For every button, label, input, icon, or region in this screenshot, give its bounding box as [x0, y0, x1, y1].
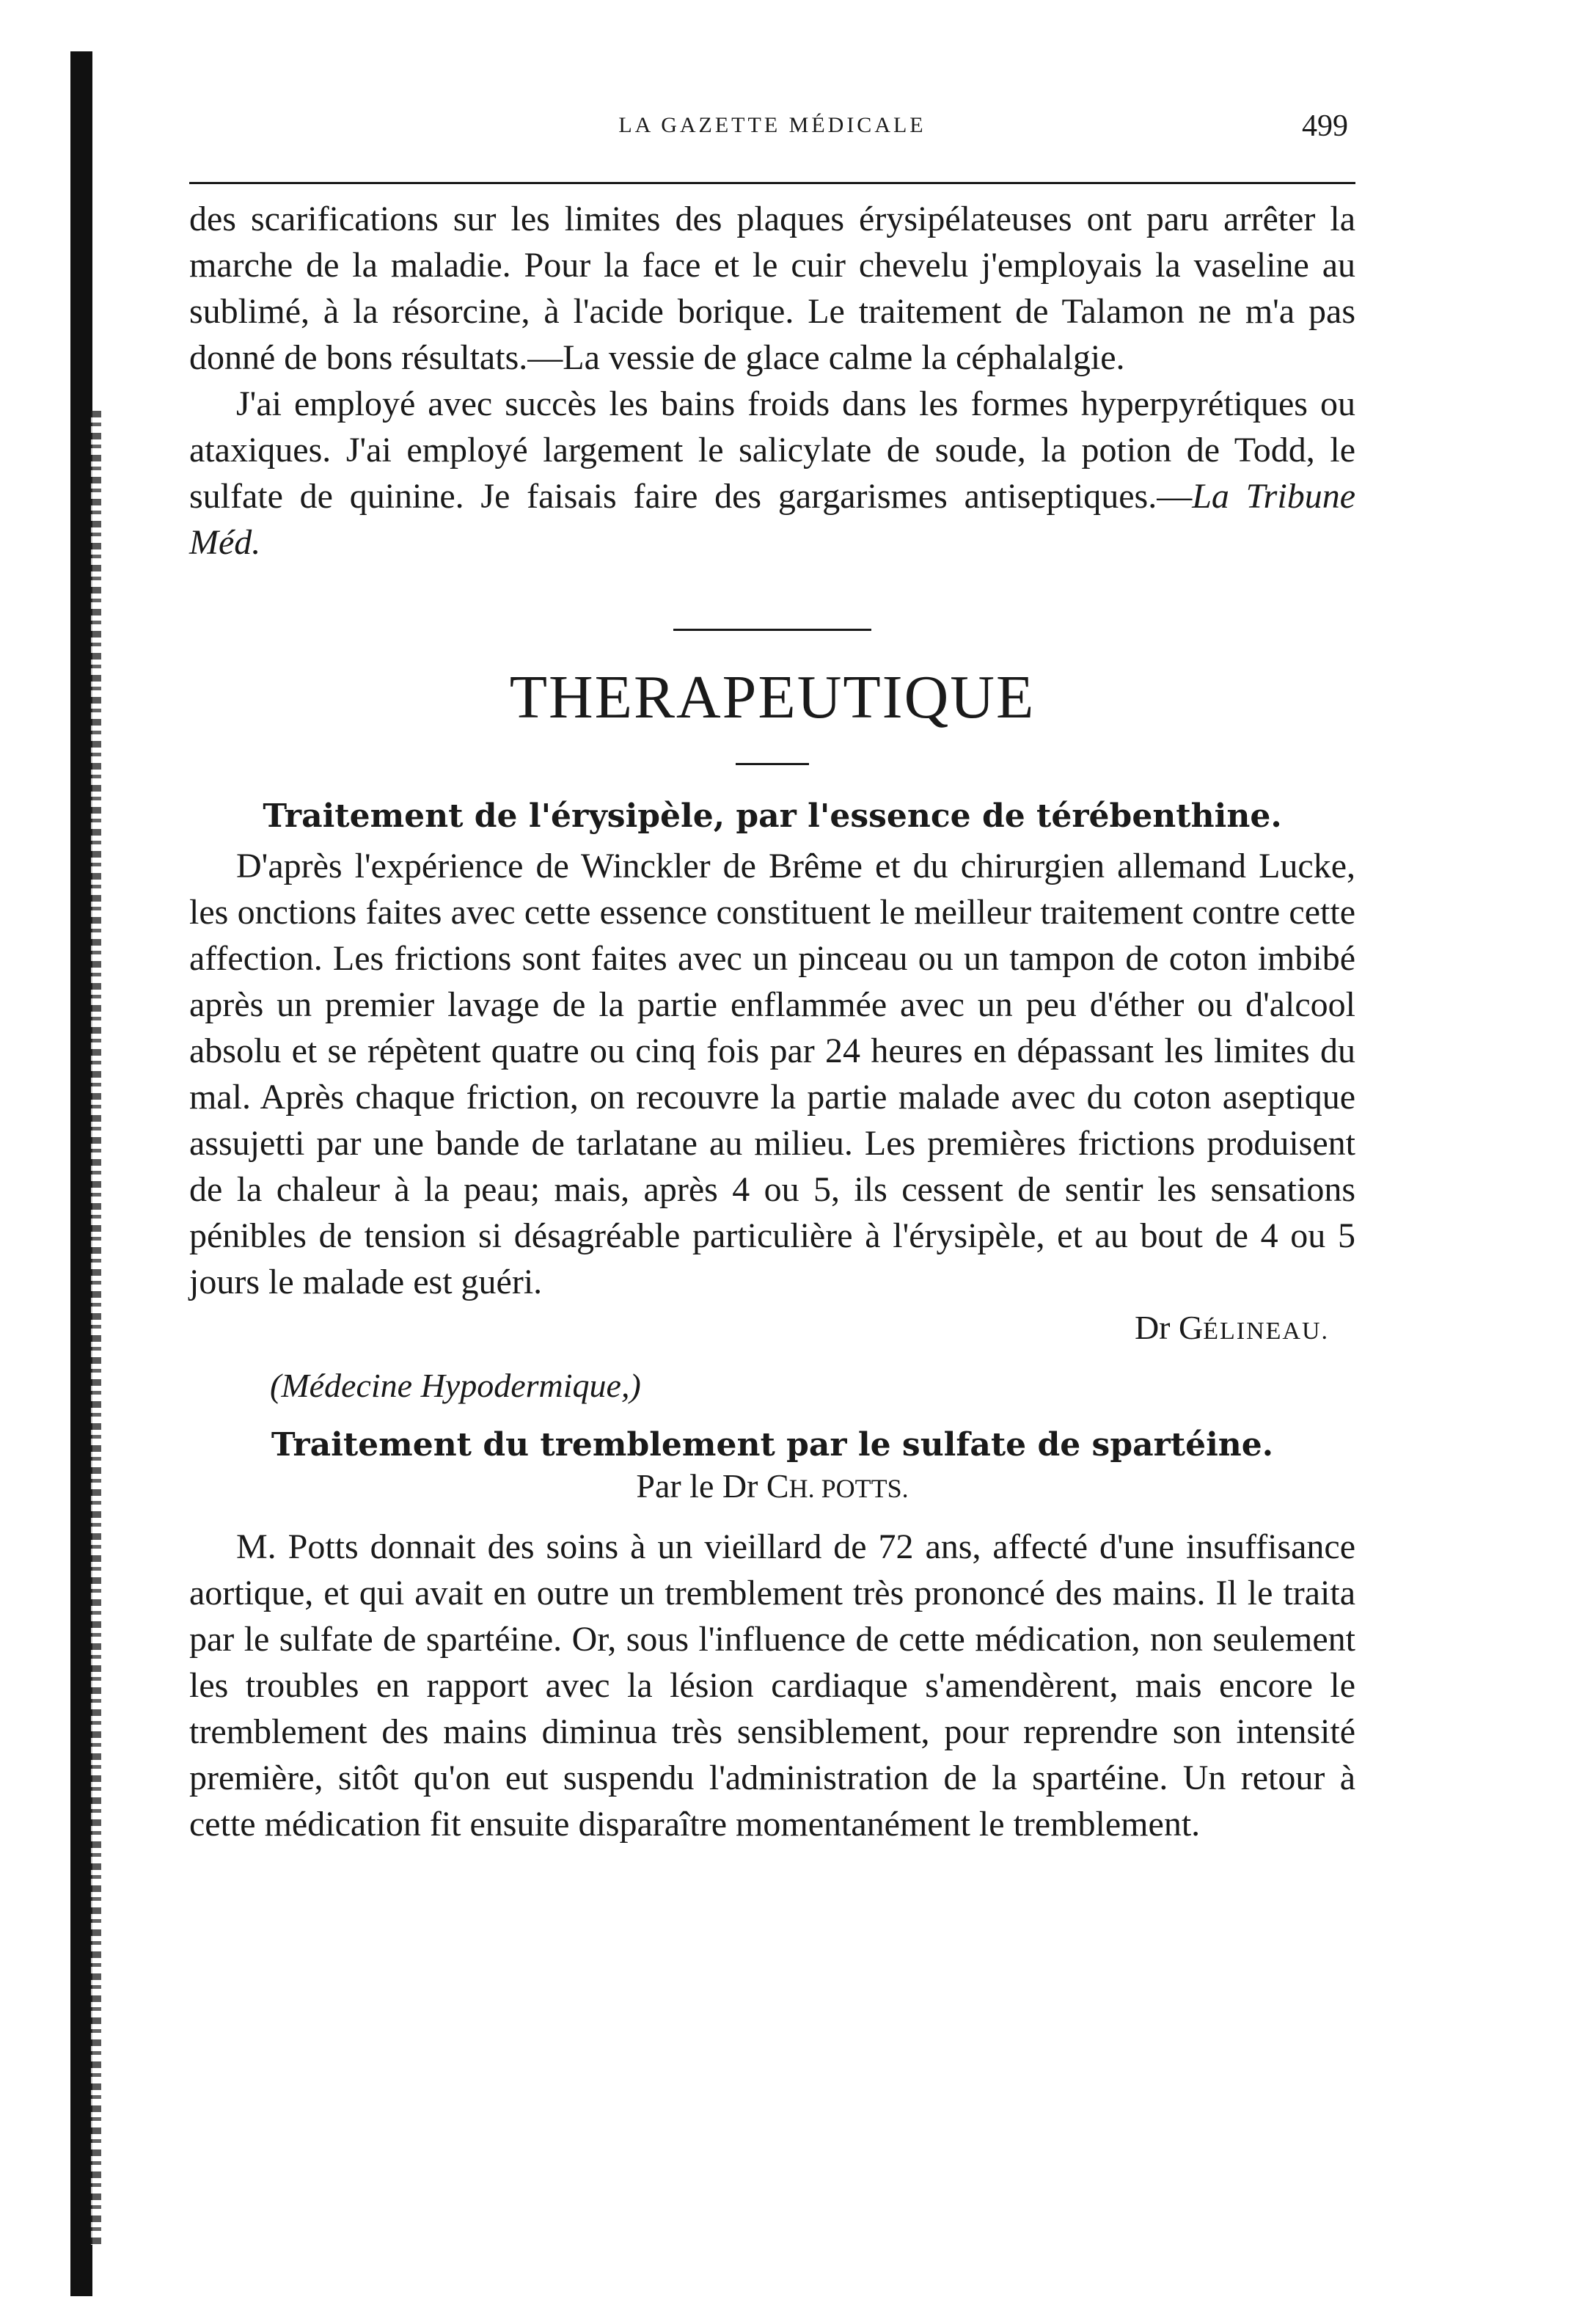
article-2-title: Traitement du tremblement par le sulfate de spartéine. — [271, 1426, 1274, 1464]
byline-prefix: Par le Dr C — [636, 1467, 789, 1505]
byline-mid: H. P — [788, 1474, 836, 1503]
intro-paragraph-2-text: J'ai employé avec succès les bains froids dans les formes hyperpyrétiques ou ataxiques. J'ai employé largement le salicylate de soude, la potion de Todd, le sulfate de quinine. Je faisais faire des gargarismes antiseptiques.— — [189, 384, 1355, 516]
header-rule — [189, 182, 1355, 184]
article-1-body: D'après l'expérience de Winckler de Brême et du chirurgien allemand Lucke, les onctions faites avec cette essence constituent le meilleur traitement contre cette affection. Les frictions sont faites avec un pinceau ou un tampon de coton imbibé après un premier lavage de la partie enflammée avec un peu d'éther ou d'alcool absolu et se répètent quatre ou cinq fois par 24 heures en dépassant les limites du mal. Après chaque friction, on recouvre la partie malade avec du coton aseptique assujetti par une bande de tarlatane au milieu. Les premières frictions produisent de la chaleur à la peau; mais, après 4 ou 5, ils cessent de sentir les sensations pénibles de tension si désagréable particulière à l'érysipèle, et au bout de 4 ou 5 jours le malade est guéri. — [189, 847, 1355, 1301]
section-separator — [673, 629, 871, 631]
intro-paragraph-1: des scarifications sur les limites des plaques érysipélateuses ont paru arrêter la marche de la maladie. Pour la face et le cuir chevelu j'employais la vaseline au sublimé, à la résorcine, à l'acide borique. Le traitement de Talamon ne m'a pas donné de bons résultats.—La vessie de glace calme la céphalalgie. — [189, 200, 1355, 377]
article-1-author-rest: ÉLINEAU. — [1203, 1318, 1329, 1345]
article-1-author — [189, 1305, 1329, 1354]
article-2-byline — [189, 1464, 1355, 1510]
article-1-author-prefix: Dr G — [1134, 1309, 1204, 1346]
page-number: 499 — [1302, 109, 1348, 143]
running-title: LA GAZETTE MÉDICALE — [618, 113, 926, 137]
book-spine-shadow — [70, 51, 92, 2296]
byline-end: OTTS. — [835, 1474, 909, 1503]
page-edge-texture — [91, 411, 101, 2245]
section-title: THERAPEUTIQUE — [509, 663, 1036, 731]
intro-source: La Tribune Méd. — [189, 477, 1356, 562]
section-title-rule — [736, 763, 809, 765]
article-1-source: (Médecine Hypodermique,) — [270, 1367, 641, 1404]
article-2-body: M. Potts donnait des soins à un vieillard de 72 ans, affecté d'une insuffisance aortique, et qui avait en outre un tremblement très prononcé des mains. Il le traita par le sulfate de spartéine. Or, sous l'influence de cette médication, non seulement les troubles en rapport avec la lésion cardiaque s'amendèrent, mais encore le tremblement des mains diminua très sensiblement, pour reprendre son intensité première, sitôt qu'on eut suspendu l'administration de la spartéine. Un retour à cette médication fit ensuite disparaître momentanément le tremblement. — [189, 1527, 1355, 1844]
intro-paragraph-2 — [189, 381, 1355, 566]
article-1-title: Traitement de l'érysipèle, par l'essence de térébenthine. — [263, 797, 1282, 835]
running-head — [189, 103, 1355, 147]
page — [189, 103, 1355, 1847]
